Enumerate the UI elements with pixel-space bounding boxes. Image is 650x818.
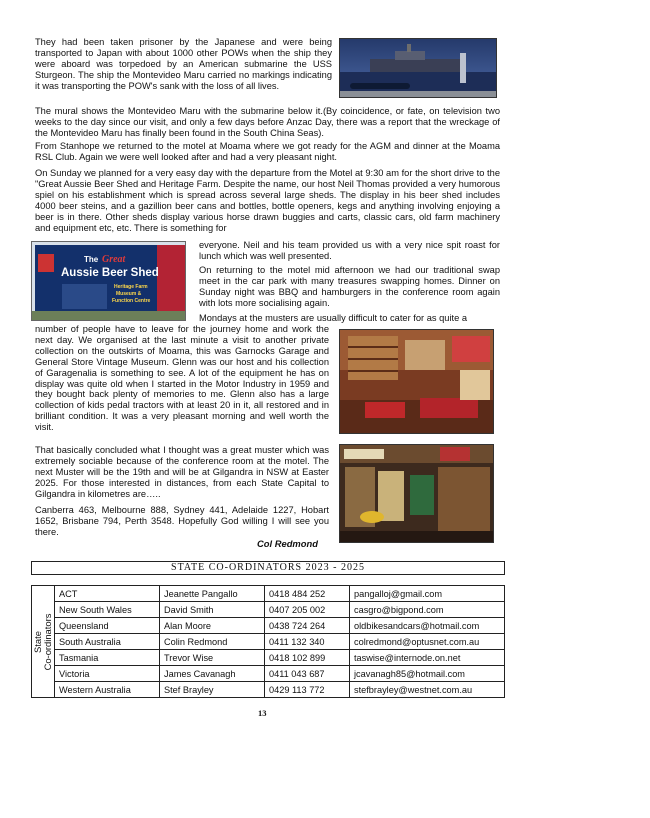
state-coordinators-side-label [32, 586, 55, 698]
paragraph-sunday: On Sunday we planned for a very easy day with the departure from the Motel at 9:30 am for the short drive to the "Great Aussie Beer Shed and Heritage Farm. Despite the name, our host Neil Thomas provided a very humorous spiel on his establishment which is spread across several large sheds. The display in his beer shed includes 4000 beer steins, and a gazillion beer cans and bottles, bottle openers, kegs and anything involving enjoying a beer is in there. Other sheds display various horse drawn buggies and carts, classic cars, old farm machinery and equipment etc, etc. There is something for [35, 168, 500, 233]
name-cell: James Cavanagh [160, 666, 265, 682]
phone-cell: 0407 205 002 [265, 602, 350, 618]
table-row [32, 650, 505, 666]
paragraph-stanhope: From Stanhope we returned to the motel at Moama where we got ready for the AGM and dinner at the Moama RSL Club. Again we were well looked after and had a very pleasant night. [35, 141, 500, 162]
state-cell: Western Australia [55, 682, 160, 698]
paragraph-mondays-start: Mondays at the musters are usually difficult to cater for as quite a [199, 313, 468, 323]
name-cell: Jeanette Pangallo [160, 586, 265, 602]
sign-line1-accent: Great [102, 254, 126, 265]
table-row [32, 618, 505, 634]
state-cell: Tasmania [55, 650, 160, 666]
phone-cell: 0418 102 899 [265, 650, 350, 666]
email-cell: pangalloj@gmail.com [350, 586, 505, 602]
table-row [32, 682, 505, 698]
phone-cell: 0418 484 252 [265, 586, 350, 602]
paragraph-mural: The mural shows the Montevideo Maru with the submarine below it.(By coincidence, or fate, on television two weeks to the day since our visit, and only a few days before Anzac Day, there was a report that the wreckage of the Montevideo Maru has finally been found in the South China Seas). [35, 106, 500, 138]
state-cell: New South Wales [55, 602, 160, 618]
email-cell: stefbrayley@westnet.com.au [350, 682, 505, 698]
paragraph-pow: They had been taken prisoner by the Japanese and were being transported to Japan with about 1000 other POWs when the ship they were aboard was torpedoed by an American submarine the USS Sturgeon. The ship the Montevideo Maru carried no markings indicating it was transporting the POW's sank with the loss of all lives. [35, 37, 332, 91]
state-cell: Victoria [55, 666, 160, 682]
phone-cell: 0411 132 340 [265, 634, 350, 650]
sign-line2: Aussie Beer Shed [61, 267, 159, 279]
email-cell: colredmond@optusnet.com.au [350, 634, 505, 650]
coordinators-table [31, 585, 505, 698]
name-cell: Stef Brayley [160, 682, 265, 698]
phone-cell: 0438 724 264 [265, 618, 350, 634]
email-cell: jcavanagh85@hotmail.com [350, 666, 505, 682]
email-cell: casgro@bigpond.com [350, 602, 505, 618]
name-cell: Alan Moore [160, 618, 265, 634]
state-cell: Queensland [55, 618, 160, 634]
sign-sub3: Function Centre [112, 298, 151, 304]
sign-sub1: Heritage Farm [114, 284, 148, 290]
table-row [32, 586, 505, 602]
sign-line1-pre: The [84, 255, 99, 264]
paragraph-swap-meet: On returning to the motel mid afternoon we had our traditional swap meet in the car park with many treasures swapping homes. Dinner on Sunday night was BBQ and hamburgers in the conference room again with lots more socialising again. [199, 265, 500, 308]
museum-interior-photo [339, 329, 494, 434]
name-cell: Colin Redmond [160, 634, 265, 650]
beer-shed-photo [31, 241, 186, 321]
general-store-photo [339, 444, 494, 543]
state-cell: ACT [55, 586, 160, 602]
paragraph-everyone: everyone. Neil and his team provided us with a very nice spit roast for lunch which was well presented. [199, 240, 500, 261]
coordinators-table-title: STATE CO-ORDINATORS 2023 - 2025 [31, 561, 505, 575]
general-store-image [340, 445, 494, 543]
sign-sub2: Museum & [116, 291, 142, 297]
table-row [32, 602, 505, 618]
museum-interior-image [340, 330, 494, 434]
state-cell: South Australia [55, 634, 160, 650]
mural-image [340, 39, 497, 98]
email-cell: oldbikesandcars@hotmail.com [350, 618, 505, 634]
side-label-line1: State [32, 630, 43, 653]
table-row [32, 634, 505, 650]
phone-cell: 0429 113 772 [265, 682, 350, 698]
author-signature: Col Redmond [257, 538, 318, 549]
paragraph-distances: Canberra 463, Melbourne 888, Sydney 441, Adelaide 1227, Hobart 1652, Brisbane 794, Perth 3548. Hopefully God willing I will see you there. [35, 505, 329, 537]
name-cell: Trevor Wise [160, 650, 265, 666]
paragraph-garnocks: number of people have to leave for the journey home and work the next day. We organised at the last minute a visit to another private collection on the outskirts of Moama, this was Garnocks Garage and General Store Vintage Museum. Glenn was our host and his collection of Garagenalia is something to see. A lot of the equipment he has on display was quite old when I started in the Motor Industry in 1959 and they bought back plenty of memories to me. Glenn also has a large collection of kids pedal tractors with at least 20 in it, all restored and in brilliant condition. It was a very pleasant morning and well worth the visit. [35, 324, 329, 433]
paragraph-conclusion: That basically concluded what I thought was a great muster which was extremely sociable because of the conference room at the motel. The next Muster will be the 19th and will be at Gilgandra in NSW at Easter 2025. For those interested in distances, from each State Capital to Gilgandra in kilometres are….. [35, 445, 329, 499]
side-label-line2: Co-ordinators [42, 613, 53, 670]
table-row [32, 666, 505, 682]
mural-photo [339, 38, 497, 98]
phone-cell: 0411 043 687 [265, 666, 350, 682]
name-cell: David Smith [160, 602, 265, 618]
page-number: 13 [258, 708, 267, 718]
beer-shed-sign-image [32, 242, 186, 321]
email-cell: taswise@internode.on.net [350, 650, 505, 666]
